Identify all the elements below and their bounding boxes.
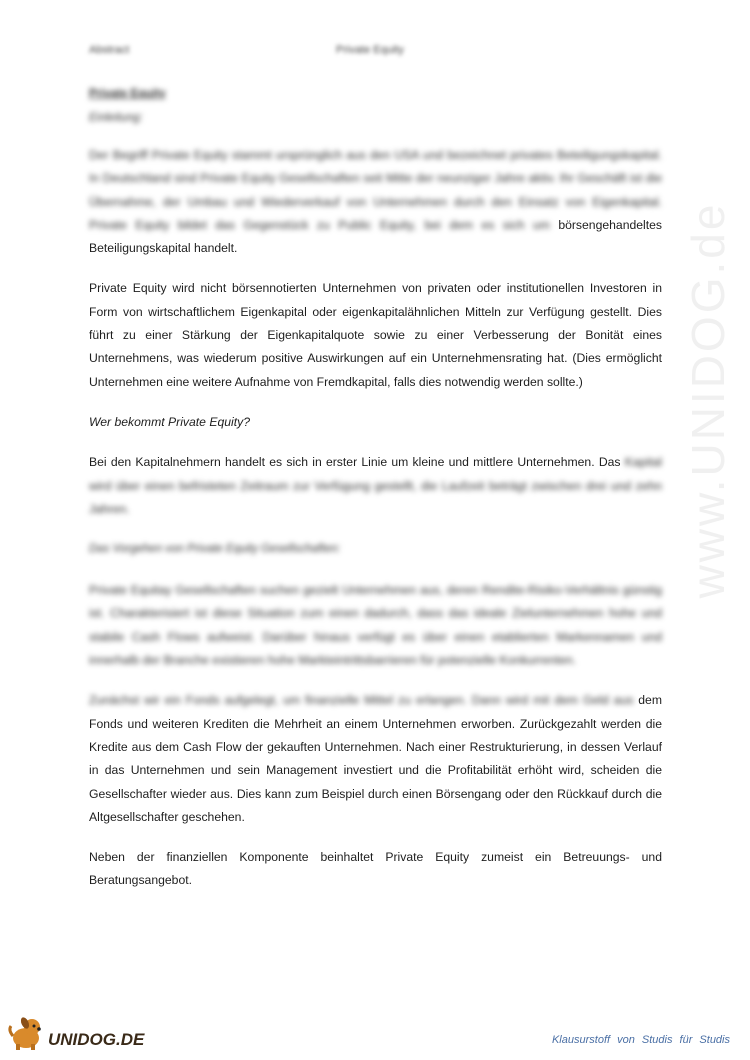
- paragraph-consulting: Neben der finanziellen Komponente beinhaltet Private Equity zumeist ein Betreuungs- und Beratungsangebot.: [89, 850, 662, 888]
- paragraph-capital-takers-clear: Bei den Kapitalnehmern handelt es sich in erster Linie um kleine und mittlere Unternehmen. Das: [89, 455, 621, 470]
- header-center: Private Equity: [336, 44, 404, 56]
- section-heading: Das Vorgehen von Private Equity Gesellschaften:: [89, 543, 341, 556]
- doc-title: Private Equity: [89, 88, 166, 100]
- footer-slogan: Klausurstoff von Studis für Studis: [551, 1034, 730, 1046]
- paragraph-process-clear: dem Fonds und weiteren Krediten die Mehrheit an einem Unternehmen erworben. Zurückgezahlt werden die Kredite aus dem Cash Flow der gekauften Unternehmen. Nach einer Restrukturierung, in dessen Verlauf in das Unternehmen und sein Management investiert und die Profitabilität erhöht wird, scheiden die Gesellschafter wieder aus. Dies kann zum Beispiel durch einen Börsengang oder den Rückkauf durch die Altgesellschafter geschehen.: [89, 693, 662, 824]
- header-left: Abstract: [89, 44, 130, 56]
- paragraph-process: [89, 689, 662, 829]
- logo-text: UNIDOG.DE: [48, 1030, 145, 1049]
- paragraph-intro-blurred: Der Begriff Private Equity stammt ursprünglich aus den USA und bezeichnet privates Beteiligungskapital. In Deutschland sind Private Equity Gesellschaften seit Mitte der neunziger Jahre aktiv. Ihr Geschäft ist die Übernahme, der Umbau und Wiederverkauf von Unternehmen durch den Einsatz von Eigenkapital. Private Equity bildet das Gegenstück zu Public Equity, bei dem es sich um: [89, 148, 662, 232]
- paragraph-capital-takers: [89, 451, 662, 521]
- paragraph-intro-clear: börsengehandeltes Beteiligungskapital handelt.: [89, 217, 662, 256]
- document-body: [89, 88, 662, 893]
- watermark: www.UNIDOG.de: [682, 201, 734, 599]
- paragraph-capital-takers-blurred: Kapital wird über einen befristeten Zeitraum zur Verfügung gestellt, die Laufzeit beträgt zwischen drei und zehn Jahren.: [89, 455, 663, 516]
- paragraph-process-blurred: Zunächst wir ein Fonds aufgelegt, um finanzielle Mittel zu erlangen. Dann wird mit dem Geld aus: [89, 693, 634, 708]
- paragraph-investors: Private Equity wird nicht börsennotierten Unternehmen von privaten oder institutionellen Investoren in Form von wirtschaftlichem Eigenkapital oder eigenkapitalähnlichen Mitteln zur Verfügung gestellt. Dies führt zu einer Stärkung der Eigenkapitalquote sowie zu einer Verbesserung der Bonität eines Unternehmens, was wiederum positive Auswirkungen auf ein Unternehmensrating hat. (Dies ermöglicht Unternehmen eine weitere Aufnahme von Fremdkapital, falls dies notwendig werden sollte.): [89, 281, 662, 389]
- subheading-intro: Einleitung:: [89, 112, 143, 124]
- dog-mascot-icon: [6, 1014, 156, 1052]
- question-heading: Wer bekommt Private Equity?: [89, 414, 250, 429]
- paragraph-selection: Private Equitay Gesellschaften suchen gezielt Unternehmen aus, deren Rendite-Risiko-Verhältnis günstig ist. Charakterisiert ist diese Situation zum einen dadurch, dass das ideale Zielunternehmen hohe und stabile Cash Flows aufweist. Darüber hinaus verfügt es über einen etablierten Markennamen und innerhalb der Branche existieren hohe Markteintrittsbarrieren für potenzielle Konkurrenten.: [89, 583, 662, 668]
- unidog-logo[interactable]: [6, 1014, 156, 1052]
- paragraph-intro: [89, 144, 662, 260]
